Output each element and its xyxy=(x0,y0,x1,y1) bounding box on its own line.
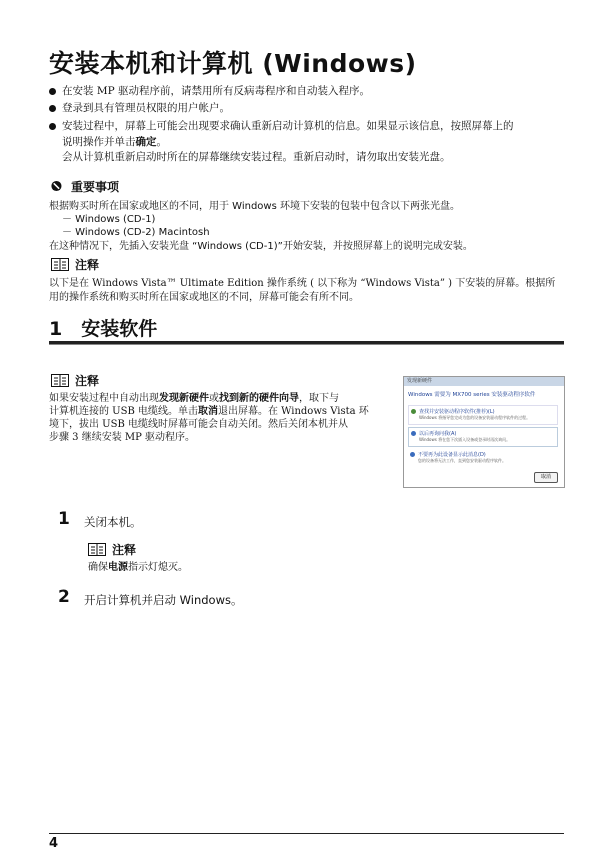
bullet-dot xyxy=(49,123,56,130)
step-number: 2 xyxy=(58,587,70,607)
dialog-screenshot xyxy=(403,376,565,488)
heading-text: 注释 xyxy=(75,258,100,272)
option-label: 查找并安装驱动程序软件(推荐)(L) xyxy=(419,409,495,415)
bullet-text: 安装过程中，屏幕上可能会出现要求确认重新启动计算机的信息。如果显示该信息，按照屏幕上的 xyxy=(62,120,514,132)
dialog-body xyxy=(404,386,564,487)
note-line xyxy=(88,558,188,573)
text: 如果安装过程中自动出现 xyxy=(49,393,159,404)
note-icon xyxy=(88,543,106,556)
text: 计算机连接的 USB 电缆线。单击 xyxy=(49,406,198,417)
note-line: 用的操作系统和购买时所在国家或地区的不同，屏幕可能会有所不同。 xyxy=(49,292,359,303)
footer-rule xyxy=(49,833,564,834)
cd-item: － Windows (CD-1) xyxy=(62,214,156,225)
step-number: 1 xyxy=(58,509,70,529)
page-number: 4 xyxy=(49,836,59,851)
bullet-continuation xyxy=(62,134,167,149)
bullet-text: 在安装 MP 驱动程序前，请禁用所有反病毒程序和自动装入程序。 xyxy=(62,85,370,97)
text: 。 xyxy=(156,136,167,148)
dialog-option-install[interactable] xyxy=(408,405,558,425)
bullet-text: 登录到具有管理员权限的用户帐户。 xyxy=(62,102,230,114)
option-label: 不要再为此设备显示此消息(D) xyxy=(418,452,486,458)
heading-text: 注释 xyxy=(112,543,137,557)
note-line: 境下，拔出 USB 电缆线时屏幕可能会自动关闭。然后关闭本机并从 xyxy=(49,419,348,430)
option-sub: Windows 将指导您完成为您的设备安装驱动程序软件的过程。 xyxy=(419,415,531,420)
option-sub: 您的设备将无法工作，直到您安装驱动程序软件。 xyxy=(418,458,506,463)
bold-term: 找到新的硬件向导 xyxy=(219,393,299,404)
note-heading xyxy=(51,256,99,273)
dialog-heading: Windows 需要为 MX700 series 安装驱动程序软件 xyxy=(408,392,536,398)
important-heading xyxy=(51,178,119,195)
note-icon xyxy=(51,258,69,271)
important-line: 根据购买时所在国家或地区的不同，用于 Windows 环境下安装的包装中包含以下两张光盘。 xyxy=(49,201,460,212)
bullet-dot xyxy=(49,105,56,112)
cd-item: － Windows (CD-2) Macintosh xyxy=(62,227,210,238)
warning-icon xyxy=(51,179,65,193)
bold-term: 电源 xyxy=(108,562,128,573)
text: 或 xyxy=(209,393,219,404)
text: 确保 xyxy=(88,562,108,573)
step-text: 关闭本机。 xyxy=(84,515,142,529)
bold-term: 取消 xyxy=(197,406,218,417)
bold-ok: 确定 xyxy=(135,136,157,148)
text: 说明操作并单击 xyxy=(62,136,136,148)
heading-text: 注释 xyxy=(75,374,100,388)
shield-icon xyxy=(411,409,416,414)
dialog-titlebar: 发现新硬件 xyxy=(404,377,564,386)
note-icon xyxy=(51,374,69,387)
bullet-continuation: 会从计算机重新启动时所在的屏幕继续安装过程。重新启动时，请勿取出安装光盘。 xyxy=(62,151,451,163)
note-heading xyxy=(88,541,136,558)
note-line: 以下是在 Windows Vista™ Ultimate Edition 操作系统 ( 以下称为 “Windows Vista” ) 下安装的屏幕。根据所 xyxy=(49,278,556,289)
option-label: 以后再询问我(A) xyxy=(419,431,457,437)
section-heading: 1 安装软件 xyxy=(49,318,158,340)
bold-term: 发现新硬件 xyxy=(159,393,209,404)
page-title: 安装本机和计算机 (Windows) xyxy=(49,49,417,78)
arrow-icon xyxy=(411,431,416,436)
dialog-option-dont-show[interactable] xyxy=(408,449,556,467)
arrow-icon xyxy=(410,452,415,457)
dialog-option-later[interactable] xyxy=(408,427,558,447)
cancel-button[interactable]: 取消 xyxy=(534,472,558,483)
section-rule-thin xyxy=(49,344,564,345)
bullet-dot xyxy=(49,88,56,95)
heading-text: 重要事项 xyxy=(71,180,120,194)
important-line: 在这种情况下，先插入安装光盘 “Windows (CD-1)”开始安装，并按照屏幕上的说明完成安装。 xyxy=(49,241,473,252)
option-sub: Windows 将在您下次插入设备或登录时再次询问。 xyxy=(419,437,511,442)
text: ，取下与 xyxy=(299,393,339,404)
note-line: 步骤 3 继续安装 MP 驱动程序。 xyxy=(49,432,196,443)
text: 指示灯熄灭。 xyxy=(128,562,188,573)
text: 退出屏幕。在 Windows Vista 环 xyxy=(217,406,369,417)
note-heading xyxy=(51,372,99,389)
step-text: 开启计算机并启动 Windows。 xyxy=(84,593,243,607)
